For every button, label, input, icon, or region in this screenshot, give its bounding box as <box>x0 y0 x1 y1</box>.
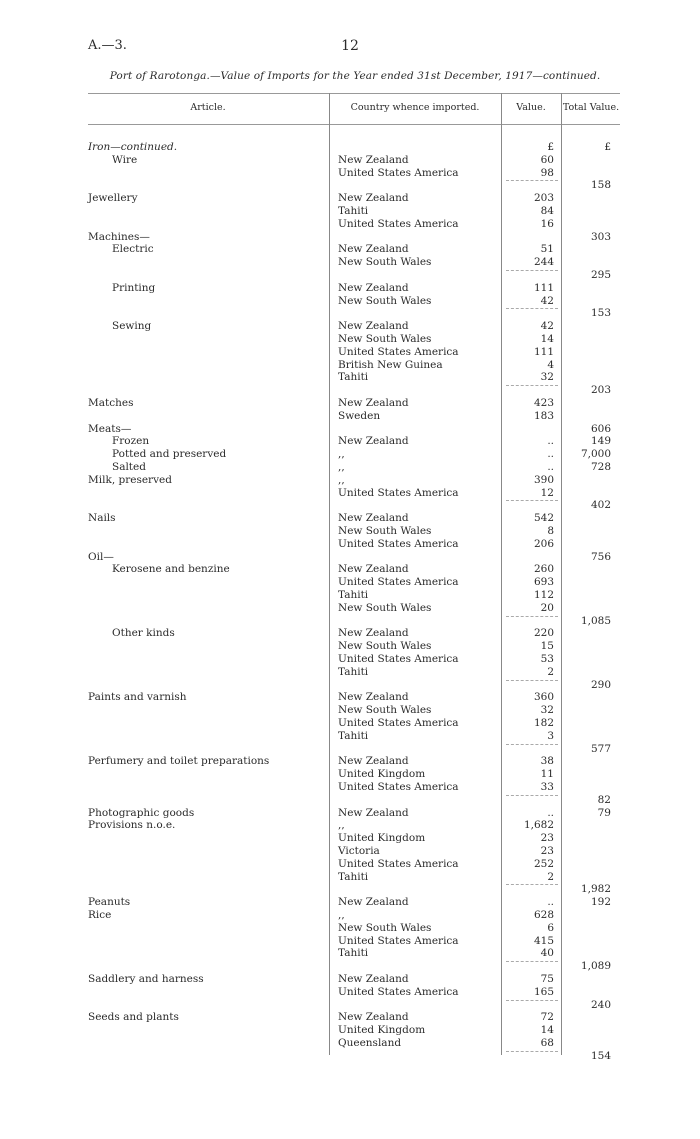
table-row <box>0 551 700 564</box>
country-name: New Zealand <box>338 563 409 576</box>
article-name: Perfumery and toilet preparations <box>88 755 270 768</box>
header-top-rule <box>88 93 620 94</box>
country-name: Tahiti <box>338 729 369 742</box>
country-name: British New Guinea <box>338 358 443 371</box>
article-name: Jewellery <box>88 192 138 205</box>
table-row <box>0 307 700 320</box>
table-row <box>0 883 700 896</box>
country-name: United States America <box>338 653 459 665</box>
article-name: Matches <box>88 397 134 409</box>
value-cell: 32 <box>540 704 554 717</box>
table-row <box>0 986 700 999</box>
value-cell: 244 <box>533 256 554 269</box>
country-name: New Zealand <box>338 281 409 294</box>
table-row <box>0 896 700 909</box>
value-cell: .. <box>547 435 554 448</box>
country-name: New South Wales <box>338 525 432 537</box>
table-row <box>0 794 700 807</box>
table-row <box>0 179 700 192</box>
total-cell: 295 <box>590 269 611 281</box>
table-row <box>0 154 700 167</box>
article-name: Electric <box>112 243 154 256</box>
article-name: Printing <box>112 281 156 294</box>
article-name: Potted and preserved <box>112 448 227 461</box>
country-name: New Zealand <box>338 397 409 409</box>
table-row <box>0 755 700 768</box>
table-row <box>0 256 700 269</box>
country-name: United States America <box>338 576 459 589</box>
value-cell: 2 <box>547 665 554 678</box>
table-row <box>0 423 700 436</box>
country-name: ,, <box>338 819 345 832</box>
table-row <box>0 640 700 653</box>
table-row <box>0 397 700 410</box>
country-name: New Zealand <box>338 192 409 205</box>
value-cell: 628 <box>533 909 554 921</box>
table-row <box>0 589 700 602</box>
country-name: ,, <box>338 473 345 486</box>
table-row <box>0 1024 700 1037</box>
table-row <box>0 730 700 743</box>
total-cell: 153 <box>590 307 611 320</box>
column-header-value: Value. <box>516 102 546 113</box>
value-cell: 32 <box>540 371 554 384</box>
country-name: New Zealand <box>338 755 409 768</box>
value-cell: 14 <box>540 1024 554 1037</box>
table-row <box>0 448 700 461</box>
table-row <box>0 512 700 525</box>
article-name: Kerosene and benzine <box>112 563 230 576</box>
value-cell: 542 <box>533 512 554 525</box>
article-name: Frozen <box>112 435 150 448</box>
country-name: Tahiti <box>338 371 369 384</box>
value-cell: 6 <box>547 921 554 934</box>
country-name: Tahiti <box>338 870 369 883</box>
table-row <box>0 922 700 935</box>
article-name: Nails <box>88 512 116 525</box>
table-row <box>0 679 700 692</box>
table-row <box>0 666 700 679</box>
country-name: Tahiti <box>338 665 369 678</box>
total-cell: 203 <box>590 384 611 397</box>
article-name: Paints and varnish <box>88 691 187 704</box>
country-name: New Zealand <box>338 435 409 448</box>
total-cell: 606 <box>590 422 611 435</box>
country-name: Tahiti <box>338 205 369 217</box>
value-cell: 8 <box>547 525 554 537</box>
article-name: Other kinds <box>112 627 175 640</box>
value-cell: 14 <box>540 333 554 345</box>
table-row <box>0 1037 700 1050</box>
table-row <box>0 231 700 244</box>
table-row <box>0 627 700 640</box>
value-cell: 53 <box>540 653 554 665</box>
table-row <box>0 871 700 884</box>
country-name: New Zealand <box>338 243 409 256</box>
country-name: Tahiti <box>338 589 369 601</box>
value-cell: 1,682 <box>523 819 554 832</box>
country-name: New South Wales <box>338 704 432 717</box>
table-row <box>0 1011 700 1024</box>
table-row <box>0 384 700 397</box>
value-cell: 20 <box>540 601 554 614</box>
article-name: Sewing <box>112 320 152 333</box>
table-row <box>0 1050 700 1063</box>
value-cell: 11 <box>540 768 554 781</box>
country-name: United States America <box>338 537 459 550</box>
country-name: United States America <box>338 934 459 947</box>
article-name: Machines— <box>88 230 150 243</box>
total-cell: 7,000 <box>580 448 611 461</box>
total-cell: 192 <box>590 896 611 909</box>
country-name: New South Wales <box>338 294 432 307</box>
value-cell: 60 <box>540 153 554 166</box>
value-cell: 260 <box>533 563 554 576</box>
value-cell: £ <box>547 141 554 153</box>
country-name: New Zealand <box>338 896 409 909</box>
country-name: New Zealand <box>338 512 409 525</box>
country-name: New South Wales <box>338 333 432 345</box>
table-row <box>0 999 700 1012</box>
total-cell: 1,085 <box>580 614 611 627</box>
country-name: Sweden <box>338 409 381 422</box>
country-name: United States America <box>338 486 459 499</box>
country-name: United States America <box>338 717 459 729</box>
table-row <box>0 819 700 832</box>
value-cell: 38 <box>540 755 554 768</box>
table-row <box>0 320 700 333</box>
table-row <box>0 218 700 231</box>
value-cell: 112 <box>533 589 554 601</box>
country-name: ,, <box>338 448 345 461</box>
table-row <box>0 167 700 180</box>
table-row <box>0 576 700 589</box>
value-cell: 40 <box>540 947 554 960</box>
country-name: New South Wales <box>338 601 432 614</box>
total-cell: 79 <box>597 806 611 819</box>
value-cell: 68 <box>540 1037 554 1049</box>
table-row <box>0 653 700 666</box>
table-row <box>0 435 700 448</box>
page-header <box>88 38 612 58</box>
total-cell: 756 <box>590 550 611 563</box>
column-header-country: Country whence imported. <box>350 102 480 113</box>
table-row <box>0 691 700 704</box>
page-number: 12 <box>341 38 359 54</box>
table-row <box>0 973 700 986</box>
value-cell: 23 <box>540 845 554 857</box>
country-name: New Zealand <box>338 320 409 333</box>
table-row <box>0 960 700 973</box>
value-cell: .. <box>547 461 554 473</box>
total-cell: 1,089 <box>580 960 611 973</box>
country-name: United States America <box>338 985 459 998</box>
value-cell: 111 <box>533 345 554 358</box>
country-name: United Kingdom <box>338 768 426 781</box>
value-cell: 111 <box>533 281 554 294</box>
value-cell: 12 <box>540 486 554 499</box>
value-cell: .. <box>547 806 554 819</box>
table-row <box>0 371 700 384</box>
article-name: Peanuts <box>88 896 131 909</box>
article-name: Meats— <box>88 422 132 435</box>
total-cell: 154 <box>590 1049 611 1062</box>
total-cell: 149 <box>590 435 611 448</box>
value-cell: 206 <box>533 537 554 550</box>
article-name: Salted <box>112 461 146 473</box>
value-cell: 33 <box>540 781 554 793</box>
country-name: New Zealand <box>338 973 409 985</box>
value-cell: 203 <box>533 192 554 205</box>
table-row <box>0 781 700 794</box>
total-cell: 158 <box>590 179 611 192</box>
table-row <box>0 269 700 282</box>
table-row <box>0 410 700 423</box>
country-name: New Zealand <box>338 691 409 704</box>
value-cell: 390 <box>533 473 554 486</box>
table-row <box>0 704 700 717</box>
table-row <box>0 282 700 295</box>
table-row <box>0 141 700 154</box>
total-cell: 402 <box>590 499 611 512</box>
value-cell: 360 <box>533 691 554 704</box>
country-name: Tahiti <box>338 947 369 960</box>
total-cell: 577 <box>590 742 611 755</box>
value-cell: 23 <box>540 832 554 845</box>
table-row <box>0 359 700 372</box>
total-cell: 1,982 <box>580 883 611 896</box>
table-row <box>0 538 700 551</box>
table-row <box>0 474 700 487</box>
value-cell: .. <box>547 896 554 909</box>
country-name: United States America <box>338 857 459 870</box>
total-cell: 303 <box>590 230 611 243</box>
table-row <box>0 807 700 820</box>
article-name: Seeds and plants <box>88 1011 179 1024</box>
country-name: New Zealand <box>338 806 409 819</box>
table-row <box>0 832 700 845</box>
article-name: Saddlery and harness <box>88 973 204 985</box>
value-cell: 15 <box>540 640 554 653</box>
column-header-total: Total Value. <box>562 102 620 113</box>
country-name: New South Wales <box>338 921 432 934</box>
value-cell: 183 <box>533 409 554 422</box>
country-name: United States America <box>338 166 459 179</box>
article-name: Rice <box>88 909 112 921</box>
article-name: Wire <box>112 153 138 166</box>
value-cell: 42 <box>540 320 554 333</box>
value-cell: 84 <box>540 205 554 217</box>
table-row <box>0 602 700 615</box>
table-row <box>0 243 700 256</box>
country-name: United States America <box>338 781 459 793</box>
country-name: New Zealand <box>338 153 409 166</box>
total-cell: 240 <box>590 998 611 1011</box>
country-name: New South Wales <box>338 640 432 653</box>
table-row <box>0 205 700 218</box>
total-cell: 82 <box>597 793 611 806</box>
table-row <box>0 192 700 205</box>
value-cell: 182 <box>533 717 554 729</box>
value-cell: .. <box>547 448 554 461</box>
value-cell: 220 <box>533 627 554 640</box>
country-name: Queensland <box>338 1037 402 1049</box>
table-row <box>0 743 700 756</box>
total-cell: 728 <box>590 461 611 473</box>
article-name: Provisions n.o.e. <box>88 819 176 832</box>
table-row <box>0 461 700 474</box>
table-row <box>0 947 700 960</box>
country-name: United Kingdom <box>338 1024 426 1037</box>
country-name: United States America <box>338 217 459 230</box>
value-cell: 72 <box>540 1011 554 1024</box>
country-name: ,, <box>338 909 345 921</box>
country-name: United Kingdom <box>338 832 426 845</box>
table-row <box>0 346 700 359</box>
table-row <box>0 845 700 858</box>
table-row <box>0 858 700 871</box>
article-name: Photographic goods <box>88 806 195 819</box>
table-row <box>0 499 700 512</box>
value-cell: 42 <box>540 294 554 307</box>
article-name: Oil— <box>88 550 114 563</box>
article-name: Iron—continued. <box>88 141 178 153</box>
country-name: ,, <box>338 461 345 473</box>
column-header-article: Article. <box>190 102 226 113</box>
value-cell: 75 <box>540 973 554 985</box>
country-name: Victoria <box>338 845 380 857</box>
page-reference: A.—3. <box>88 38 127 53</box>
table-row <box>0 935 700 948</box>
country-name: New Zealand <box>338 1011 409 1024</box>
value-cell: 165 <box>533 985 554 998</box>
table-row <box>0 333 700 346</box>
country-name: New South Wales <box>338 256 432 269</box>
value-cell: 3 <box>547 729 554 742</box>
country-name: United States America <box>338 345 459 358</box>
article-name: Milk, preserved <box>88 473 172 486</box>
value-cell: 693 <box>533 576 554 589</box>
table-row <box>0 909 700 922</box>
table-row <box>0 615 700 628</box>
table-row <box>0 768 700 781</box>
value-cell: 423 <box>533 397 554 409</box>
table-row <box>0 525 700 538</box>
total-cell: £ <box>604 141 611 153</box>
value-cell: 51 <box>540 243 554 256</box>
table-caption: Port of Rarotonga.—Value of Imports for the Year ended 31st December, 1917—continued. <box>109 70 601 82</box>
header-bottom-rule <box>88 124 620 125</box>
country-name: New Zealand <box>338 627 409 640</box>
value-cell: 2 <box>547 870 554 883</box>
value-cell: 415 <box>533 934 554 947</box>
table-row <box>0 295 700 308</box>
value-cell: 16 <box>540 217 554 230</box>
table-row <box>0 563 700 576</box>
table-row <box>0 487 700 500</box>
value-cell: 98 <box>540 166 554 179</box>
total-cell: 290 <box>590 678 611 691</box>
table-row <box>0 717 700 730</box>
value-cell: 252 <box>533 857 554 870</box>
value-cell: 4 <box>547 358 554 371</box>
